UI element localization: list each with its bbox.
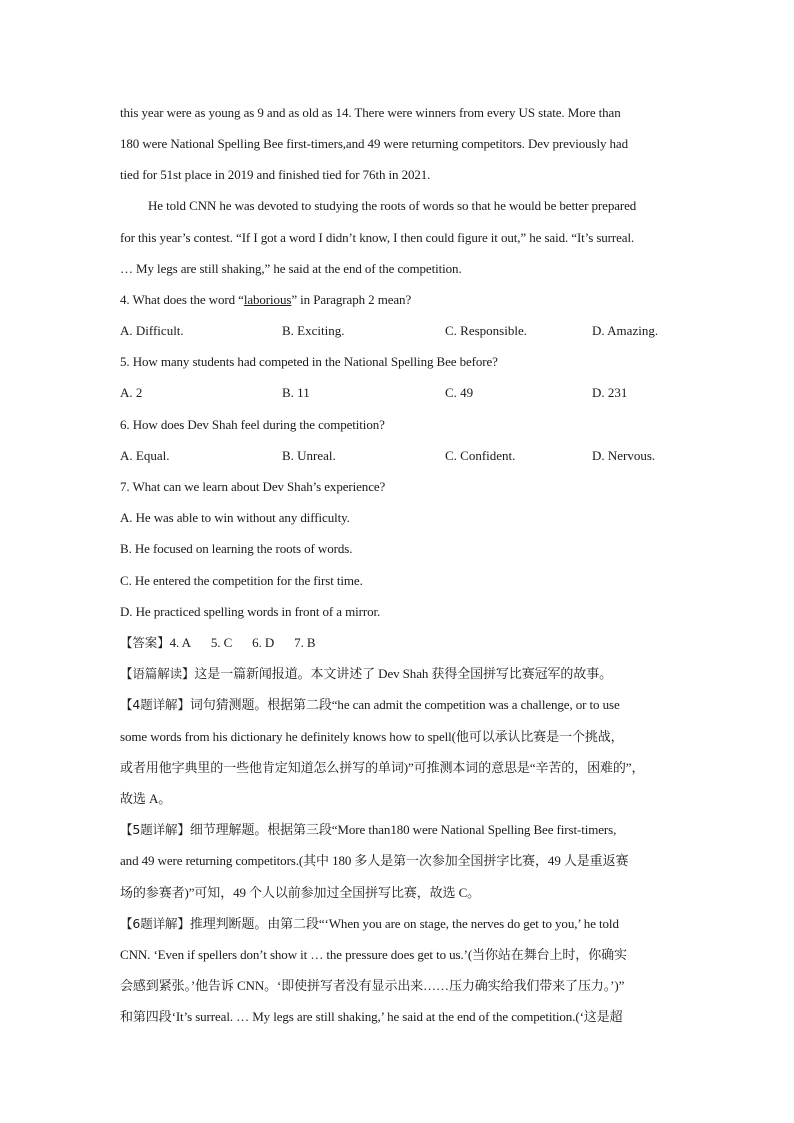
passage-line: … My legs are still shaking,” he said at the end of the competition. xyxy=(120,261,462,276)
answer-key xyxy=(120,635,335,651)
question-text: 4. What does the word “ xyxy=(120,292,244,307)
option-d: D. 231 xyxy=(592,385,628,400)
question-7-stem: 7. What can we learn about Dev Shah’s experience? xyxy=(120,479,386,494)
explain-6-line: 和第四段‘It’s surreal. … My legs are still shaking,’ he said at the end of the competition.(‘这是超 xyxy=(120,1009,623,1024)
option-d: D. Nervous. xyxy=(592,448,656,463)
option-c: C. 49 xyxy=(445,385,474,400)
option-a: A. Equal. xyxy=(120,448,170,463)
option-a: A. 2 xyxy=(120,385,143,400)
option-b: B. He focused on learning the roots of words. xyxy=(120,541,353,556)
underlined-word: laborious xyxy=(243,292,292,307)
question-4-stem xyxy=(120,292,411,308)
answer-item: 7. B xyxy=(294,635,316,650)
explain-6-line xyxy=(120,916,619,932)
option-b: B. 11 xyxy=(282,385,310,400)
explain-6-line: 会感到紧张。’他告诉 CNN。‘即使拼写者没有显示出来……压力确实给我们带来了压力。’)” xyxy=(120,978,625,993)
option-c: C. Responsible. xyxy=(445,323,527,338)
option-c: C. Confident. xyxy=(445,448,516,463)
explain-4-line: some words from his dictionary he definitely knows how to spell(他可以承认比赛是一个挑战， xyxy=(120,729,624,744)
explain-4-line: 或者用他字典里的一些他肯定知道怎么拼写的单词)”可推测本词的意思是“辛苦的，困难的”， xyxy=(120,760,645,775)
explain-text: 细节理解题。根据第三段“More than180 were National Spelling Bee first-timers, xyxy=(189,822,617,837)
reading-guide-label: 【语篇解读】 xyxy=(120,666,195,681)
explain-6-line: CNN. ‘Even if spellers don’t show it … the pressure does get to us.’(当你站在舞台上时，你确实 xyxy=(120,947,627,962)
explain-5-line: 场的参赛者)”可知，49 个人以前参加过全国拼写比赛，故选 C。 xyxy=(120,885,481,900)
answer-item: 4. A xyxy=(169,635,191,650)
answer-label: 【答案】 xyxy=(120,635,170,650)
explain-5-label: 【5题详解】 xyxy=(120,822,190,837)
passage-line: tied for 51st place in 2019 and finished tied for 76th in 2021. xyxy=(120,167,431,182)
passage-line: 180 were National Spelling Bee first-timers,and 49 were returning competitors. Dev previously had xyxy=(120,136,628,151)
reading-guide-text: 这是一篇新闻报道。本文讲述了 Dev Shah 获得全国拼写比赛冠军的故事。 xyxy=(194,666,613,681)
option-b: B. Exciting. xyxy=(282,323,345,338)
option-d: D. He practiced spelling words in front of a mirror. xyxy=(120,604,381,619)
explain-text: 词句猜测题。根据第二段“he can admit the competition was a challenge, or to use xyxy=(189,697,620,712)
question-text: ” in Paragraph 2 mean? xyxy=(291,292,412,307)
explain-4-line xyxy=(120,697,620,713)
option-a: A. He was able to win without any difficulty. xyxy=(120,510,350,525)
explain-5-line: and 49 were returning competitors.(其中 180 多人是第一次参加全国拼字比赛，49 人是重返赛 xyxy=(120,853,629,868)
option-c: C. He entered the competition for the first time. xyxy=(120,573,363,588)
explain-text: 推理判断题。由第二段“‘When you are on stage, the nerves do get to you,’ he told xyxy=(189,916,619,931)
explain-6-label: 【6题详解】 xyxy=(120,916,190,931)
question-6-stem: 6. How does Dev Shah feel during the competition? xyxy=(120,417,385,432)
explain-4-label: 【4题详解】 xyxy=(120,697,190,712)
answer-item: 5. C xyxy=(210,635,233,650)
option-b: B. Unreal. xyxy=(282,448,336,463)
passage-line: He told CNN he was devoted to studying the roots of words so that he would be better prepared xyxy=(148,198,637,213)
option-d: D. Amazing. xyxy=(592,323,659,338)
passage-line: for this year’s contest. “If I got a word I didn’t know, I then could figure it out,” he said. “It’s surreal. xyxy=(120,230,635,245)
passage-line: this year were as young as 9 and as old as 14. There were winners from every US state. More than xyxy=(120,105,621,120)
explain-4-line: 故选 A。 xyxy=(120,791,172,806)
reading-guide xyxy=(120,666,612,682)
option-a: A. Difficult. xyxy=(120,323,184,338)
answer-item: 6. D xyxy=(252,635,275,650)
question-5-stem: 5. How many students had competed in the National Spelling Bee before? xyxy=(120,354,498,369)
explain-5-line xyxy=(120,822,616,838)
